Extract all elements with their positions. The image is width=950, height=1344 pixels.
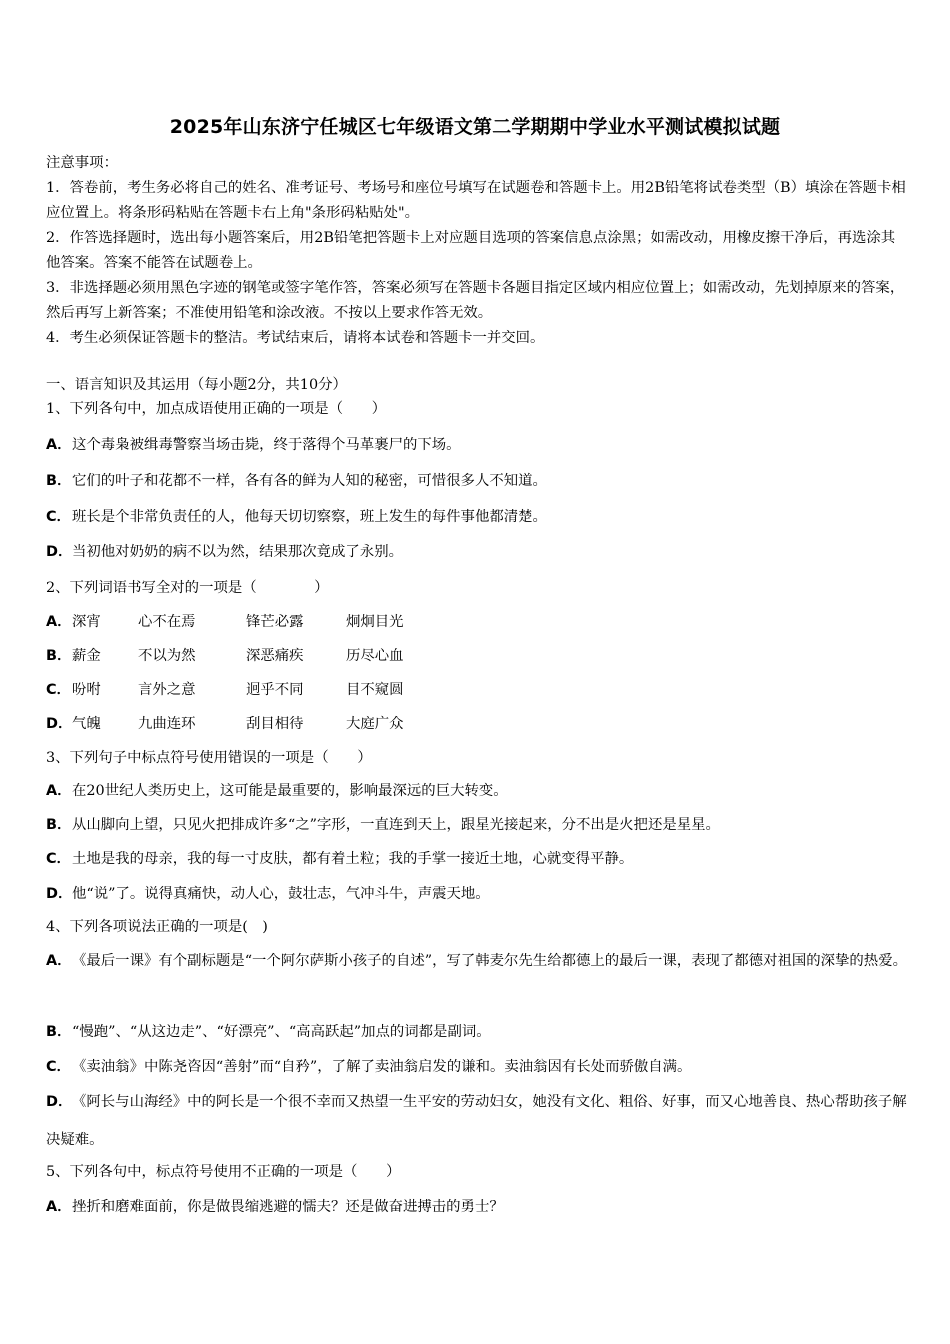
question-stem: 2、下列词语书写全对的一项是（ ）: [46, 580, 329, 596]
option-label: A．: [46, 783, 72, 799]
option-text: 当初他对奶奶的病不以为然，结果那次竟成了永别。: [72, 544, 403, 560]
option-row: [46, 679, 908, 701]
option-label: B．: [46, 1024, 72, 1040]
word: 刮目相待: [246, 716, 304, 732]
word: 大庭广众: [346, 716, 404, 732]
option-text: 它们的叶子和花都不一样，各有各的鲜为人知的秘密，可惜很多人不知道。: [72, 473, 547, 489]
option-text: 《卖油翁》中陈尧咨因“善射”而“自矜”，了解了卖油翁启发的谦和。卖油翁因有长处而骄傲自满。: [72, 1059, 692, 1075]
option-label: D．: [46, 544, 73, 560]
option-label: B．: [46, 648, 72, 664]
option-text: 《阿长与山海经》中的阿长是一个很不幸而又热望一生平安的劳动妇女，她没有文化、粗俗、好事，而又心地善良、热心帮助孩子解决疑难。: [46, 1094, 907, 1148]
option-row: [46, 883, 908, 905]
option-row: [46, 1021, 908, 1043]
option-row: [46, 713, 908, 735]
option-row: [46, 848, 908, 870]
option-text: 挫折和磨难面前，你是做畏缩逃避的懦夫？还是做奋进搏击的勇士？: [72, 1199, 504, 1215]
word: 言外之意: [138, 682, 196, 698]
option-row: [46, 506, 908, 528]
option-row: [46, 434, 908, 456]
word: 心不在焉: [138, 614, 196, 630]
question-stem: 5、下列各句中，标点符号使用不正确的一项是（ ）: [46, 1164, 401, 1180]
option-label: D．: [46, 886, 73, 902]
option-text: 土地是我的母亲，我的每一寸皮肤，都有着土粒；我的手掌一接近土地，心就变得平静。: [72, 851, 634, 867]
question-stem: 4、下列各项说法正确的一项是( ): [46, 919, 268, 935]
option-row: [46, 1083, 908, 1159]
note-item: 2．作答选择题时，选出每小题答案后，用2B铅笔把答题卡上对应题目选项的答案信息点涂黑；如需改动，用橡皮擦干净后，再选涂其他答案。答案不能答在试题卷上。: [46, 230, 896, 271]
word: 迥乎不同: [246, 682, 304, 698]
option-text: 这个毒枭被缉毒警察当场击毙，终于落得个马革裹尸的下场。: [72, 437, 461, 453]
word: 气魄: [72, 716, 101, 732]
option-text: 班长是个非常负责任的人，他每天切切察察，班上发生的每件事他都清楚。: [72, 509, 547, 525]
option-text: 从山脚向上望，只见火把排成许多“之”字形，一直连到天上，跟星光接起来，分不出是火把还是星星。: [72, 817, 720, 833]
option-text: 他“说”了。说得真痛快，动人心，鼓壮志，气冲斗牛，声震天地。: [72, 886, 490, 902]
option-label: A．: [46, 953, 72, 969]
word: 九曲连环: [138, 716, 196, 732]
option-label: B．: [46, 817, 72, 833]
word: 深恶痛疾: [246, 648, 304, 664]
option-label: C．: [46, 851, 71, 867]
word: 历尽心血: [346, 648, 404, 664]
option-row: [46, 814, 908, 836]
option-row: [46, 780, 908, 802]
option-label: C．: [46, 1059, 71, 1075]
option-row: [46, 470, 908, 492]
option-row: [46, 541, 908, 563]
notes-block: [46, 151, 908, 351]
word: 吩咐: [72, 682, 101, 698]
option-text: 在20世纪人类历史上，这可能是最重要的，影响最深远的巨大转变。: [72, 783, 508, 799]
word: 不以为然: [138, 648, 196, 664]
option-row: [46, 611, 908, 633]
question-stem: 3、下列句子中标点符号使用错误的一项是（ ）: [46, 750, 372, 766]
option-label: C．: [46, 509, 71, 525]
option-label: B．: [46, 473, 72, 489]
option-label: C．: [46, 682, 71, 698]
section-heading: 一、语言知识及其运用（每小题2分，共10分）: [46, 377, 347, 393]
option-text: 《最后一课》有个副标题是“一个阿尔萨斯小孩子的自述”，写了韩麦尔先生给都德上的最后一课，表现了都德对祖国的深挚的热爱。: [72, 953, 907, 969]
option-label: A．: [46, 1199, 72, 1215]
note-item: 3．非选择题必须用黑色字迹的钢笔或签字笔作答，答案必须写在答题卡各题目指定区域内相应位置上；如需改动，先划掉原来的答案，然后再写上新答案；不准使用铅笔和涂改液。不按以上要求作答无效。: [46, 280, 905, 321]
option-label: D．: [46, 1094, 73, 1110]
word: 目不窥圆: [346, 682, 404, 698]
note-item: 4．考生必须保证答题卡的整洁。考试结束后，请将本试卷和答题卡一并交回。: [46, 330, 545, 346]
word: 深宵: [72, 614, 101, 630]
word: 炯炯目光: [346, 614, 404, 630]
option-label: A．: [46, 437, 72, 453]
note-item: 1．答卷前，考生务必将自己的姓名、准考证号、考场号和座位号填写在试题卷和答题卡上。用2B铅笔将试卷类型（B）填涂在答题卡相应位置上。将条形码粘贴在答题卡右上角"条形码粘贴处"。: [46, 180, 906, 221]
option-label: A．: [46, 614, 72, 630]
question-stem: 1、下列各句中，加点成语使用正确的一项是（ ）: [46, 401, 387, 417]
option-row: [46, 645, 908, 667]
word: 锋芒必露: [246, 614, 304, 630]
option-label: D．: [46, 716, 73, 732]
page-title: 2025年山东济宁任城区七年级语文第二学期期中学业水平测试模拟试题: [169, 116, 781, 138]
option-row: [46, 1196, 908, 1218]
word: 薪金: [72, 648, 101, 664]
notes-heading: 注意事项：: [46, 155, 118, 171]
option-row: [46, 1056, 908, 1078]
option-text: “慢跑”、“从这边走”、“好漂亮”、“高高跃起”加点的词都是副词。: [72, 1024, 491, 1040]
option-row: [46, 942, 908, 980]
